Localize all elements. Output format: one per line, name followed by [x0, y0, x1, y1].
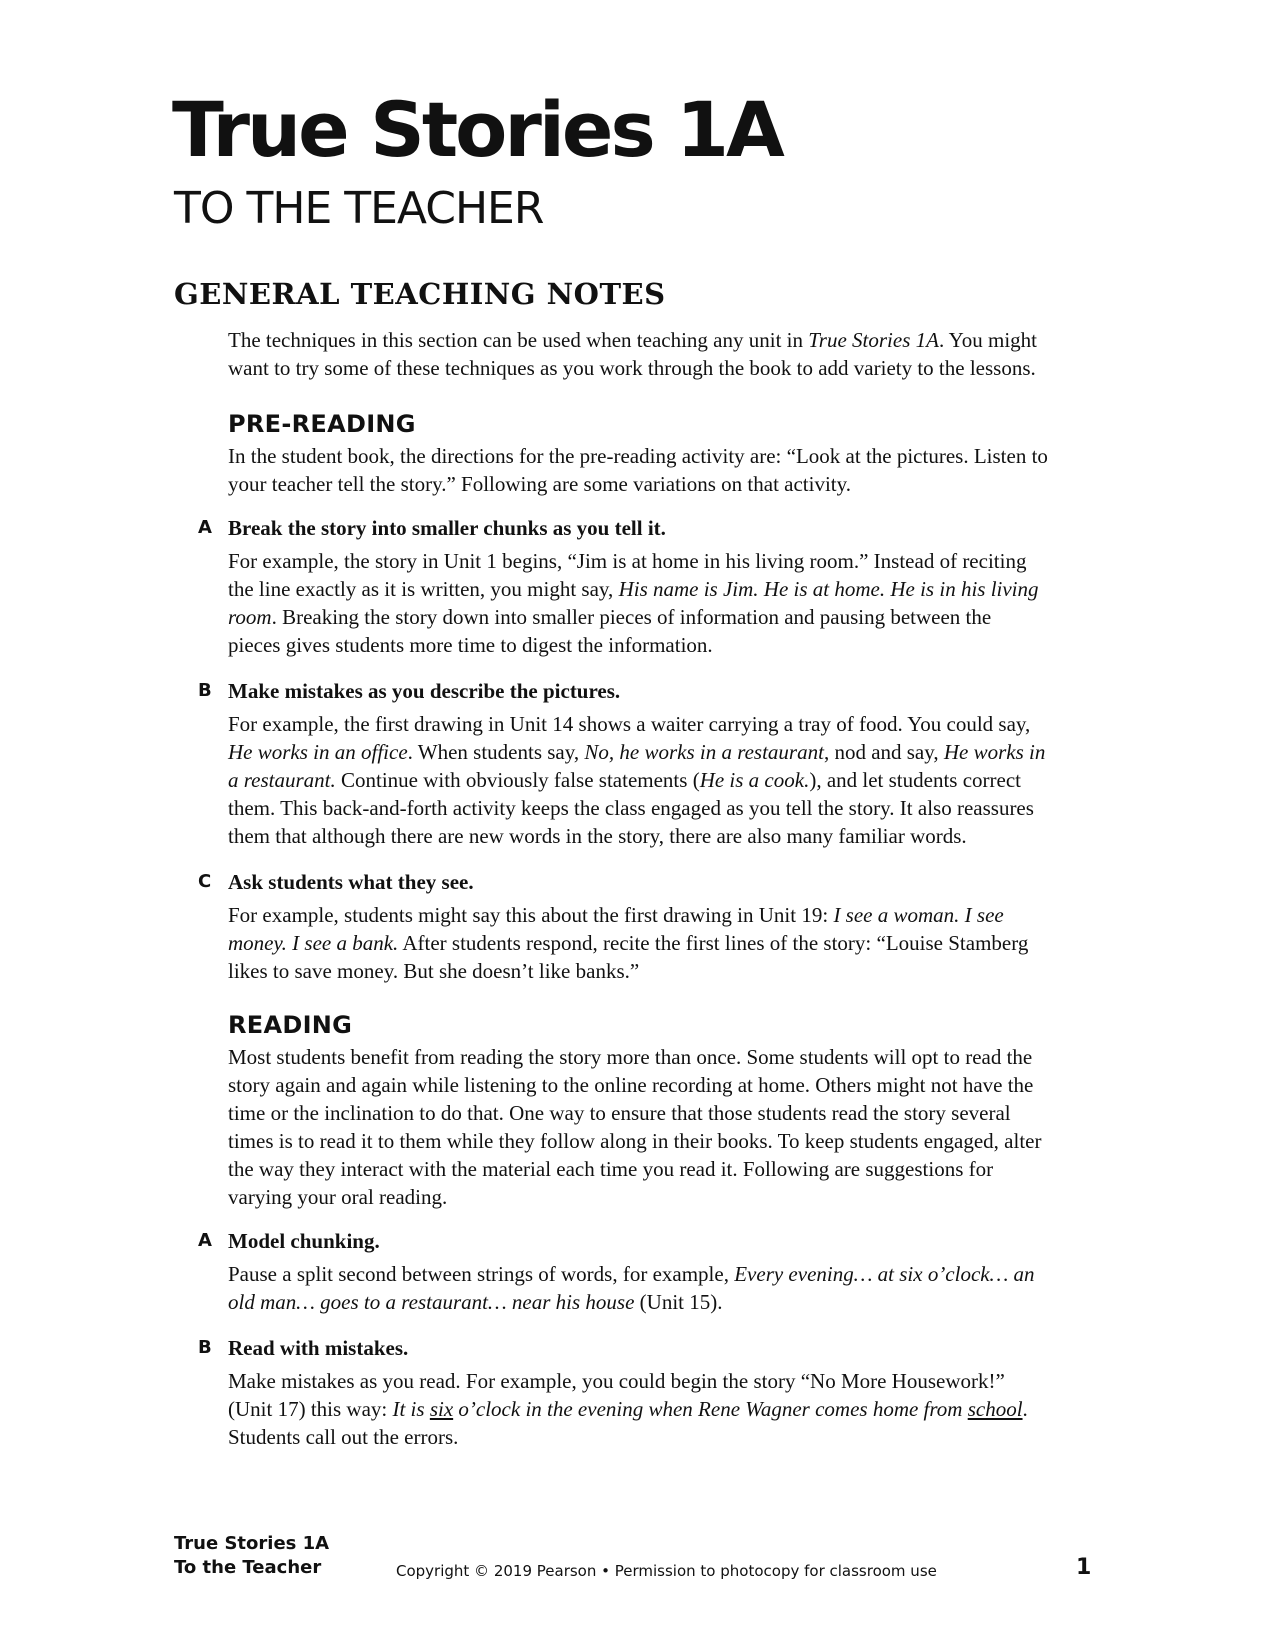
list-item: [198, 1227, 1048, 1316]
item-letter: B: [198, 1337, 212, 1358]
item-body: For example, students might say this about the first drawing in Unit 19: I see a woman. I see money. I see a bank. After students respond, recite the first lines of the story: “Louise Stamberg likes to save money. But she doesn’t like banks.”: [228, 903, 1029, 983]
item-title: Ask students what they see.: [228, 870, 474, 894]
list-item: [198, 1334, 1048, 1451]
intro-book-title: True Stories 1A: [808, 328, 939, 352]
page-subtitle: TO THE TEACHER: [174, 183, 544, 234]
item-body: For example, the first drawing in Unit 14 shows a waiter carrying a tray of food. You could say, He works in an office. When students say, No, he works in a restaurant, nod and say, He works in a restaurant. Continue with obviously false statements (He is a cook.), and let students correct them. This back-and-forth activity keeps the class engaged as you tell the story. It also reassures them that although there are new words in the story, there are also many familiar words.: [228, 712, 1046, 848]
item-letter: A: [198, 517, 212, 538]
footer-section: To the Teacher: [174, 1557, 322, 1578]
item-title: Break the story into smaller chunks as you tell it.: [228, 516, 666, 540]
intro-text-end: . You might want to try some of these techniques as you work through the book to add variety to the lessons.: [228, 328, 1037, 380]
footer-copyright: Copyright © 2019 Pearson • Permission to photocopy for classroom use: [396, 1562, 937, 1580]
subheading-pre-reading: PRE-READING: [228, 410, 416, 438]
intro-paragraph: [228, 326, 1048, 382]
list-item: [198, 677, 1048, 850]
item-body: Make mistakes as you read. For example, you could begin the story “No More Housework!” (Unit 17) this way: It is six o’clock in the evening when Rene Wagner comes home from school. Students call out the errors.: [228, 1369, 1028, 1449]
item-title: Model chunking.: [228, 1229, 380, 1253]
item-body: Pause a split second between strings of words, for example, Every evening… at six o’clock… an old man… goes to a restaurant… near his house (Unit 15).: [228, 1262, 1035, 1314]
list-item: [198, 868, 1048, 985]
item-letter: B: [198, 680, 212, 701]
item-letter: C: [198, 871, 212, 892]
item-body: For example, the story in Unit 1 begins, “Jim is at home in his living room.” Instead of reciting the line exactly as it is written, you might say, His name is Jim. He is at home. He is in his living room. Breaking the story down into smaller pieces of information and pausing between the pieces gives students more time to digest the information.: [228, 549, 1039, 657]
item-title: Make mistakes as you describe the pictures.: [228, 679, 621, 703]
footer-book-info: [174, 1532, 329, 1580]
page-title: True Stories 1A: [172, 85, 782, 174]
footer-book-title: True Stories 1A: [174, 1533, 330, 1554]
page-number: 1: [1076, 1555, 1092, 1580]
item-letter: A: [198, 1230, 212, 1251]
list-item: [198, 514, 1048, 659]
main-content: [198, 326, 1048, 1469]
pre-reading-paragraph: In the student book, the directions for the pre-reading activity are: “Look at the pictures. Listen to your teacher tell the story.” Following are some variations on that activity.: [228, 444, 1048, 496]
intro-text: The techniques in this section can be used when teaching any unit in: [228, 328, 809, 352]
section-heading-general: GENERAL TEACHING NOTES: [174, 277, 666, 311]
subheading-reading: READING: [228, 1011, 353, 1039]
item-title: Read with mistakes.: [228, 1336, 409, 1360]
reading-paragraph: Most students benefit from reading the story more than once. Some students will opt to read the story again and again while listening to the online recording at home. Others might not have the time or the inclination to do that. One way to ensure that those students read the story several times is to read it to them while they follow along in their books. To keep students engaged, alter the way they interact with the material each time you read it. Following are suggestions for varying your oral reading.: [228, 1045, 1042, 1209]
